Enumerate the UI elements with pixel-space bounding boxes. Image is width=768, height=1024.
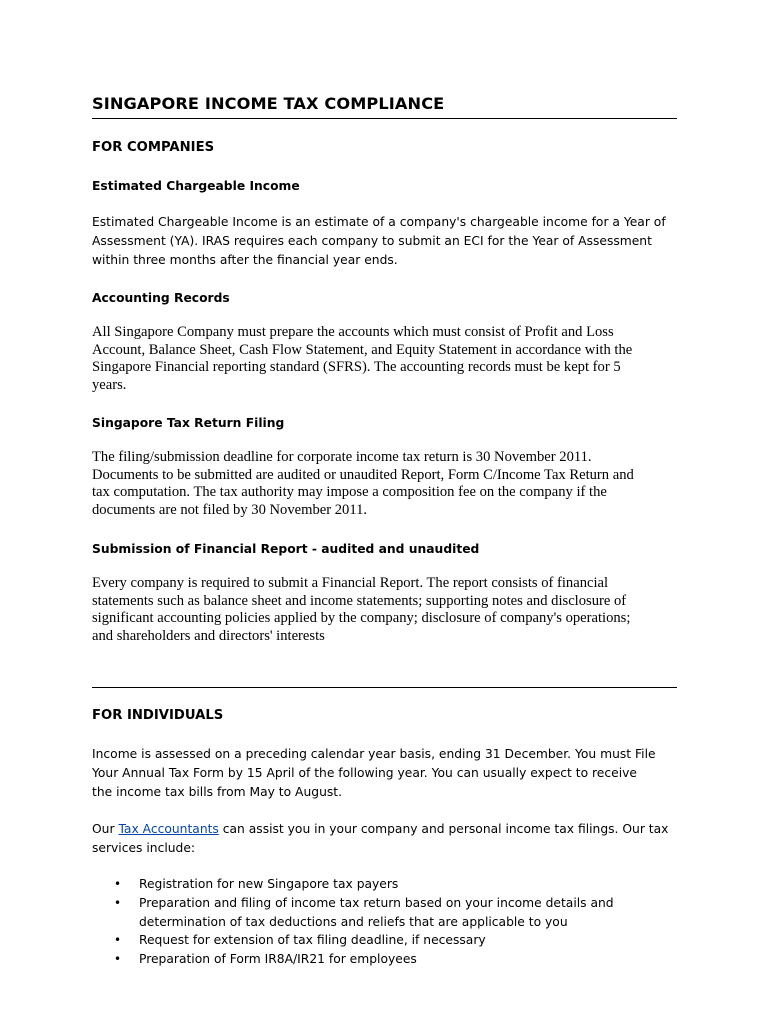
subheading-financial-report: Submission of Financial Report - audited and unaudited bbox=[92, 542, 480, 556]
text-line: All Singapore Company must prepare the accounts which must consist of Profit and Loss bbox=[92, 324, 614, 340]
list-item bbox=[92, 931, 677, 950]
text-line: Every company is required to submit a Financial Report. The report consists of financial bbox=[92, 575, 609, 591]
list-item-text: Request for extension of tax filing deadline, if necessary bbox=[139, 933, 486, 948]
text-line: Your Annual Tax Form by 15 April of the following year. You can usually expect to receive bbox=[92, 765, 637, 780]
paragraph-eci bbox=[92, 213, 677, 269]
text-line bbox=[92, 820, 677, 839]
title-underline bbox=[92, 118, 677, 119]
list-item-text: Registration for new Singapore tax payers bbox=[139, 877, 399, 891]
section-heading-individuals: FOR INDIVIDUALS bbox=[92, 708, 224, 723]
subheading-accounting-records: Accounting Records bbox=[92, 291, 230, 305]
text-line: documents are not filed by 30 November 2011. bbox=[92, 501, 368, 518]
text-line: Income is assessed on a preceding calendar year basis, ending 31 December. You must File bbox=[92, 747, 656, 761]
bullet-icon: • bbox=[114, 877, 122, 891]
list-item-text: Preparation and filing of income tax return based on your income details and bbox=[139, 895, 614, 910]
list-item-text: determination of tax deductions and reliefs that are applicable to you bbox=[139, 914, 568, 929]
text-line: The filing/submission deadline for corporate income tax return is 30 November 2011. bbox=[92, 449, 592, 465]
list-item-text: Preparation of Form IR8A/IR21 for employees bbox=[139, 952, 417, 967]
page-title: SINGAPORE INCOME TAX COMPLIANCE bbox=[92, 94, 445, 113]
list-item bbox=[92, 875, 677, 894]
text-line: tax computation. The tax authority may impose a composition fee on the company if the bbox=[92, 484, 607, 501]
subheading-eci: Estimated Chargeable Income bbox=[92, 179, 300, 193]
section-divider bbox=[92, 687, 677, 688]
text-line: Estimated Chargeable Income is an estimate of a company's chargeable income for a Year of bbox=[92, 215, 666, 229]
text-line: Singapore Financial reporting standard (SFRS). The accounting records must be kept for 5 bbox=[92, 359, 621, 376]
text-line: Account, Balance Sheet, Cash Flow Statement, and Equity Statement in accordance with the bbox=[92, 341, 633, 358]
text-line: within three months after the financial year ends. bbox=[92, 252, 398, 267]
text-line: Documents to be submitted are audited or unaudited Report, Form C/Income Tax Return and bbox=[92, 466, 634, 483]
section-heading-companies: FOR COMPANIES bbox=[92, 140, 215, 155]
document-page bbox=[92, 0, 677, 1024]
bullet-icon: • bbox=[114, 933, 122, 948]
list-item bbox=[92, 894, 677, 932]
services-list bbox=[92, 875, 677, 969]
text-line: years. bbox=[92, 376, 127, 393]
tax-accountants-link[interactable]: Tax Accountants bbox=[118, 822, 219, 836]
text-line: statements such as balance sheet and income statements; supporting notes and disclosure of bbox=[92, 592, 627, 609]
services-intro-prefix: Our bbox=[92, 822, 119, 836]
paragraph-tax-return-filing bbox=[92, 449, 677, 519]
bullet-icon: • bbox=[114, 895, 122, 910]
paragraph-services-intro bbox=[92, 820, 677, 858]
services-intro-suffix: can assist you in your company and personal income tax filings. Our tax bbox=[218, 822, 669, 836]
text-line: the income tax bills from May to August. bbox=[92, 784, 343, 799]
text-line: significant accounting policies applied by the company; disclosure of company's operations; bbox=[92, 610, 631, 627]
bullet-icon: • bbox=[114, 952, 122, 967]
text-line: and shareholders and directors' interests bbox=[92, 627, 325, 644]
text-line: Assessment (YA). IRAS requires each company to submit an ECI for the Year of Assessment bbox=[92, 233, 652, 248]
list-item bbox=[92, 950, 677, 969]
subheading-tax-return-filing: Singapore Tax Return Filing bbox=[92, 416, 285, 430]
paragraph-individuals bbox=[92, 745, 677, 801]
paragraph-accounting-records bbox=[92, 324, 677, 394]
text-line: services include: bbox=[92, 840, 196, 855]
paragraph-financial-report bbox=[92, 575, 677, 645]
